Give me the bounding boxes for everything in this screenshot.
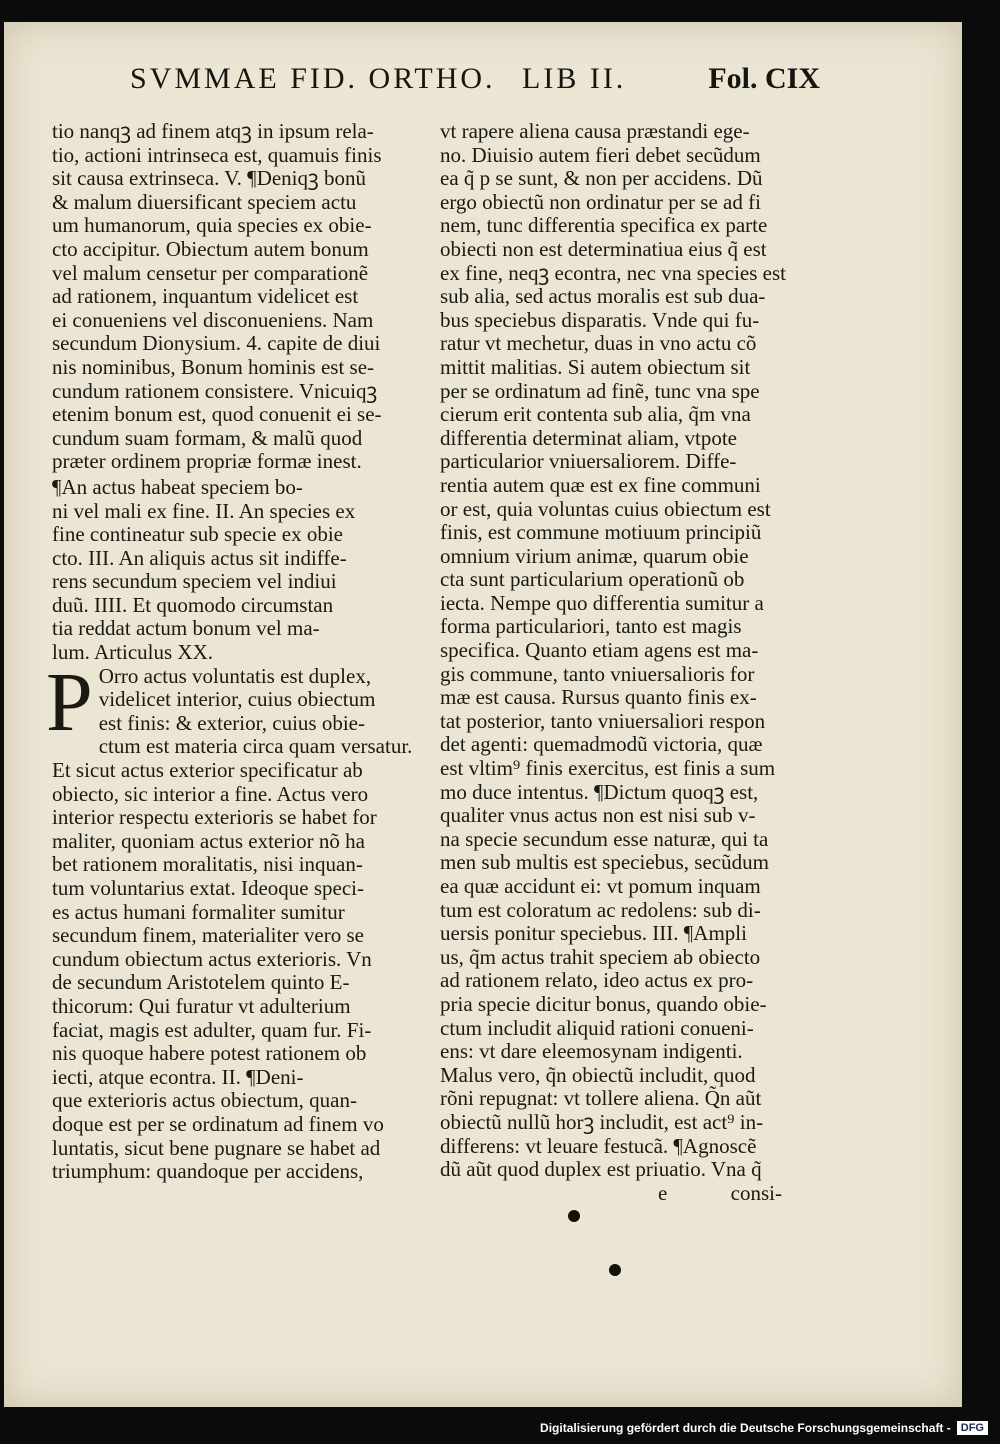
text-line: nis quoque habere potest rationem ob: [52, 1041, 367, 1066]
text-line: no. Diuisio autem fieri debet secũdum: [440, 142, 761, 167]
text-line: ratur vt mechetur, duas in vno actu cõ: [440, 331, 757, 356]
digitization-footer: [540, 1420, 988, 1436]
text-line: ctum est materia circa quam versatur.: [98, 734, 413, 759]
text-line: cto accipitur. Obiectum autem bonum: [52, 236, 369, 261]
text-line: um humanorum, quia species ex obie-: [52, 213, 372, 238]
left-column: [46, 119, 413, 1184]
running-header: [130, 62, 820, 106]
dfg-logo: DFG: [957, 1421, 988, 1435]
text-line: omnium virium animæ, quarum obie: [440, 543, 749, 568]
text-line: cto. III. An aliquis actus sit indiffe-: [52, 545, 347, 570]
text-line: differentia determinat aliam, vtpote: [440, 425, 737, 450]
text-line: uersis ponitur speciebus. III. ¶Ampli: [440, 921, 747, 946]
text-line: lum. Articulus XX.: [52, 640, 213, 665]
text-line: us, q̃m actus trahit speciem ab obiecto: [440, 944, 761, 969]
text-line: ex fine, neqꝫ econtra, nec vna species est: [440, 260, 786, 285]
text-line: cundum suam formam, & malũ quod: [52, 425, 363, 450]
text-line: obiecto, sic interior a fine. Actus vero: [52, 781, 369, 806]
text-line: ens: vt dare eleemosynam indigenti.: [440, 1039, 743, 1064]
text-line: ea quæ accidunt ei: vt pomum inquam: [440, 874, 761, 898]
text-line: dũ aũt quod duplex est priuatio. Vna q̃: [440, 1157, 762, 1182]
text-line: tum est coloratum ac redolens: sub di-: [440, 897, 761, 922]
text-line: finis, est commune motiuum principiũ: [440, 520, 762, 545]
text-line: det agenti: quemadmodũ victoria, quæ: [440, 732, 763, 757]
left-lines-before: [52, 120, 407, 474]
text-line: rõni repugnat: vt tollere aliena. Q̃n aũt: [440, 1086, 762, 1111]
text-line: specifica. Quanto etiam agens est ma-: [440, 638, 759, 663]
text-line: secundum finem, materialiter vero se: [52, 923, 364, 948]
text-line: or est, quia voluntas cuius obiectum est: [440, 496, 771, 521]
text-line: pria specie dicitur bonus, quando obie-: [440, 991, 767, 1016]
folio-number: Fol. CIX: [708, 62, 820, 95]
text-line: na specie secundum esse naturæ, qui ta: [440, 826, 769, 851]
text-line: que exterioris actus obiectum, quan-: [52, 1088, 357, 1113]
text-line: rentia autem quæ est ex fine communi: [440, 472, 761, 497]
text-line: faciat, magis est adulter, quam fur. Fi-: [52, 1017, 372, 1042]
text-line: etenim bonum est, quod conuenit ei se-: [52, 402, 382, 427]
text-line: cundum obiectum actus exterioris. Vn: [52, 946, 372, 971]
text-line: thicorum: Qui furatur vt adulterium: [52, 993, 351, 1018]
text-line: vel malum censetur per comparationẽ: [52, 260, 369, 285]
text-line: tio, actioni intrinseca est, quamuis finis: [52, 142, 382, 167]
text-line: ea q̃ p se sunt, & non per accidens. Dũ: [440, 166, 763, 191]
text-line: cierum erit contenta sub alia, q̃m vna: [440, 402, 751, 427]
text-line: men sub multis est speciebus, secũdum: [440, 850, 769, 875]
text-line: ei conueniens vel disconueniens. Nam: [52, 307, 374, 332]
text-line: videlicet interior, cuius obiectum: [98, 687, 376, 712]
text-line: mo duce intentus. ¶Dictum quoqꝫ est,: [440, 779, 759, 804]
text-line: tat posterior, tanto vniuersaliori respon: [440, 708, 766, 733]
text-line: vt rapere aliena causa præstandi ege-: [440, 119, 750, 143]
text-line: maliter, quoniam actus exterior nõ ha: [52, 828, 365, 853]
text-line: particularior vniuersaliorem. Diffe-: [440, 449, 737, 474]
article-summary: [52, 476, 407, 665]
text-line: bus speciebus disparatis. Vnde qui fu-: [440, 307, 760, 332]
text-line: rens secundum speciem vel indiui: [52, 569, 337, 594]
text-line: nis nominibus, Bonum hominis est se-: [52, 354, 375, 379]
text-line: secundum Dionysium. 4. capite de diui: [52, 331, 381, 356]
text-line: forma particulariori, tanto est magis: [440, 614, 742, 639]
dropcap-lines: [52, 665, 407, 736]
text-line: qualiter vnus actus non est nisi sub v-: [440, 803, 756, 828]
text-line: Malus vero, q̃n obiectũ includit, quod: [440, 1062, 756, 1087]
text-line: ctum includit aliquid rationi conueni-: [440, 1015, 754, 1040]
right-lines: [440, 120, 792, 1182]
text-line: sub alia, sed actus moralis est sub dua-: [440, 284, 766, 309]
text-line: ad rationem, inquantum videlicet est: [52, 284, 359, 309]
text-line: es actus humani formaliter sumitur: [52, 899, 345, 924]
text-line: obiecti non est determinatiua eius q̃ est: [440, 236, 767, 261]
text-line: bet rationem moralitatis, nisi inquan-: [52, 852, 363, 877]
text-line: ¶An actus habeat speciem bo-: [52, 474, 303, 499]
text-line: cta sunt particularium operationũ ob: [440, 567, 745, 592]
left-lines-after: [52, 734, 413, 1184]
text-line: & malum diuersificant speciem actu: [52, 189, 357, 214]
text-line: præter ordinem propriæ formæ inest.: [52, 449, 362, 474]
text-line: triumphum: quandoque per accidens,: [52, 1159, 364, 1184]
text-line: tio nanqꝫ ad finem atqꝫ in ipsum rela-: [52, 119, 374, 143]
text-line: ni vel mali ex fine. II. An species ex: [52, 498, 356, 523]
signature-mark: e: [658, 1180, 668, 1205]
text-line: nem, tunc differentia specifica ex parte: [440, 213, 768, 238]
text-line: cundum rationem consistere. Vnicuiqꝫ: [52, 378, 378, 403]
text-line: interior respectu exterioris se habet for: [52, 805, 377, 830]
text-line: tia reddat actum bonum vel ma-: [52, 616, 320, 641]
right-column: [440, 120, 792, 1205]
text-line: per se ordinatum ad finẽ, tunc vna spe: [440, 378, 760, 403]
text-line: Et sicut actus exterior specificatur ab: [52, 758, 363, 783]
text-line: duũ. IIII. Et quomodo circumstan: [52, 592, 334, 617]
catchword: consi-: [730, 1180, 782, 1205]
funding-credit: Digitalisierung gefördert durch die Deutsche Forschungsgemeinschaft -: [540, 1421, 951, 1435]
text-line: fine contineatur sub specie ex obie: [52, 522, 343, 547]
text-line: sit causa extrinseca. V. ¶Deniqꝫ bonũ: [52, 166, 366, 191]
drop-cap: P: [46, 655, 93, 749]
text-line: doque est per se ordinatum ad finem vo: [52, 1111, 384, 1136]
text-line: est finis: & exterior, cuius obie-: [98, 710, 365, 735]
text-line: ergo obiectũ non ordinatur per se ad fi: [440, 189, 761, 214]
text-line: de secundum Aristotelem quinto E-: [52, 970, 350, 995]
text-line: gis commune, tanto vniuersalioris for: [440, 661, 755, 686]
running-title: SVMMAE FID. ORTHO.: [130, 62, 496, 95]
text-line: Orro actus voluntatis est duplex,: [98, 663, 372, 688]
text-line: est vltim⁹ finis exercitus, est finis a sum: [440, 756, 776, 781]
text-line: tum voluntarius extat. Ideoque speci-: [52, 876, 364, 900]
signature-line: [440, 1182, 792, 1206]
text-line: mittit malitias. Si autem obiectum sit: [440, 354, 751, 379]
ink-dot: [609, 1264, 621, 1276]
text-line: iecti, atque econtra. II. ¶Deni-: [52, 1064, 304, 1089]
text-line: ad rationem relato, ideo actus ex pro-: [440, 968, 754, 993]
text-line: obiectũ nullũ horꝫ includit, est act⁹ in-: [440, 1109, 764, 1134]
book-number: LIB II.: [522, 62, 627, 95]
text-line: luntatis, sicut bene pugnare se habet ad: [52, 1135, 381, 1160]
ink-dot: [568, 1210, 580, 1222]
text-line: iecta. Nempe quo differentia sumitur a: [440, 590, 764, 615]
text-line: mæ est causa. Rursus quanto finis ex-: [440, 685, 757, 710]
text-line: differens: vt leuare festucã. ¶Agnoscẽ: [440, 1133, 757, 1158]
